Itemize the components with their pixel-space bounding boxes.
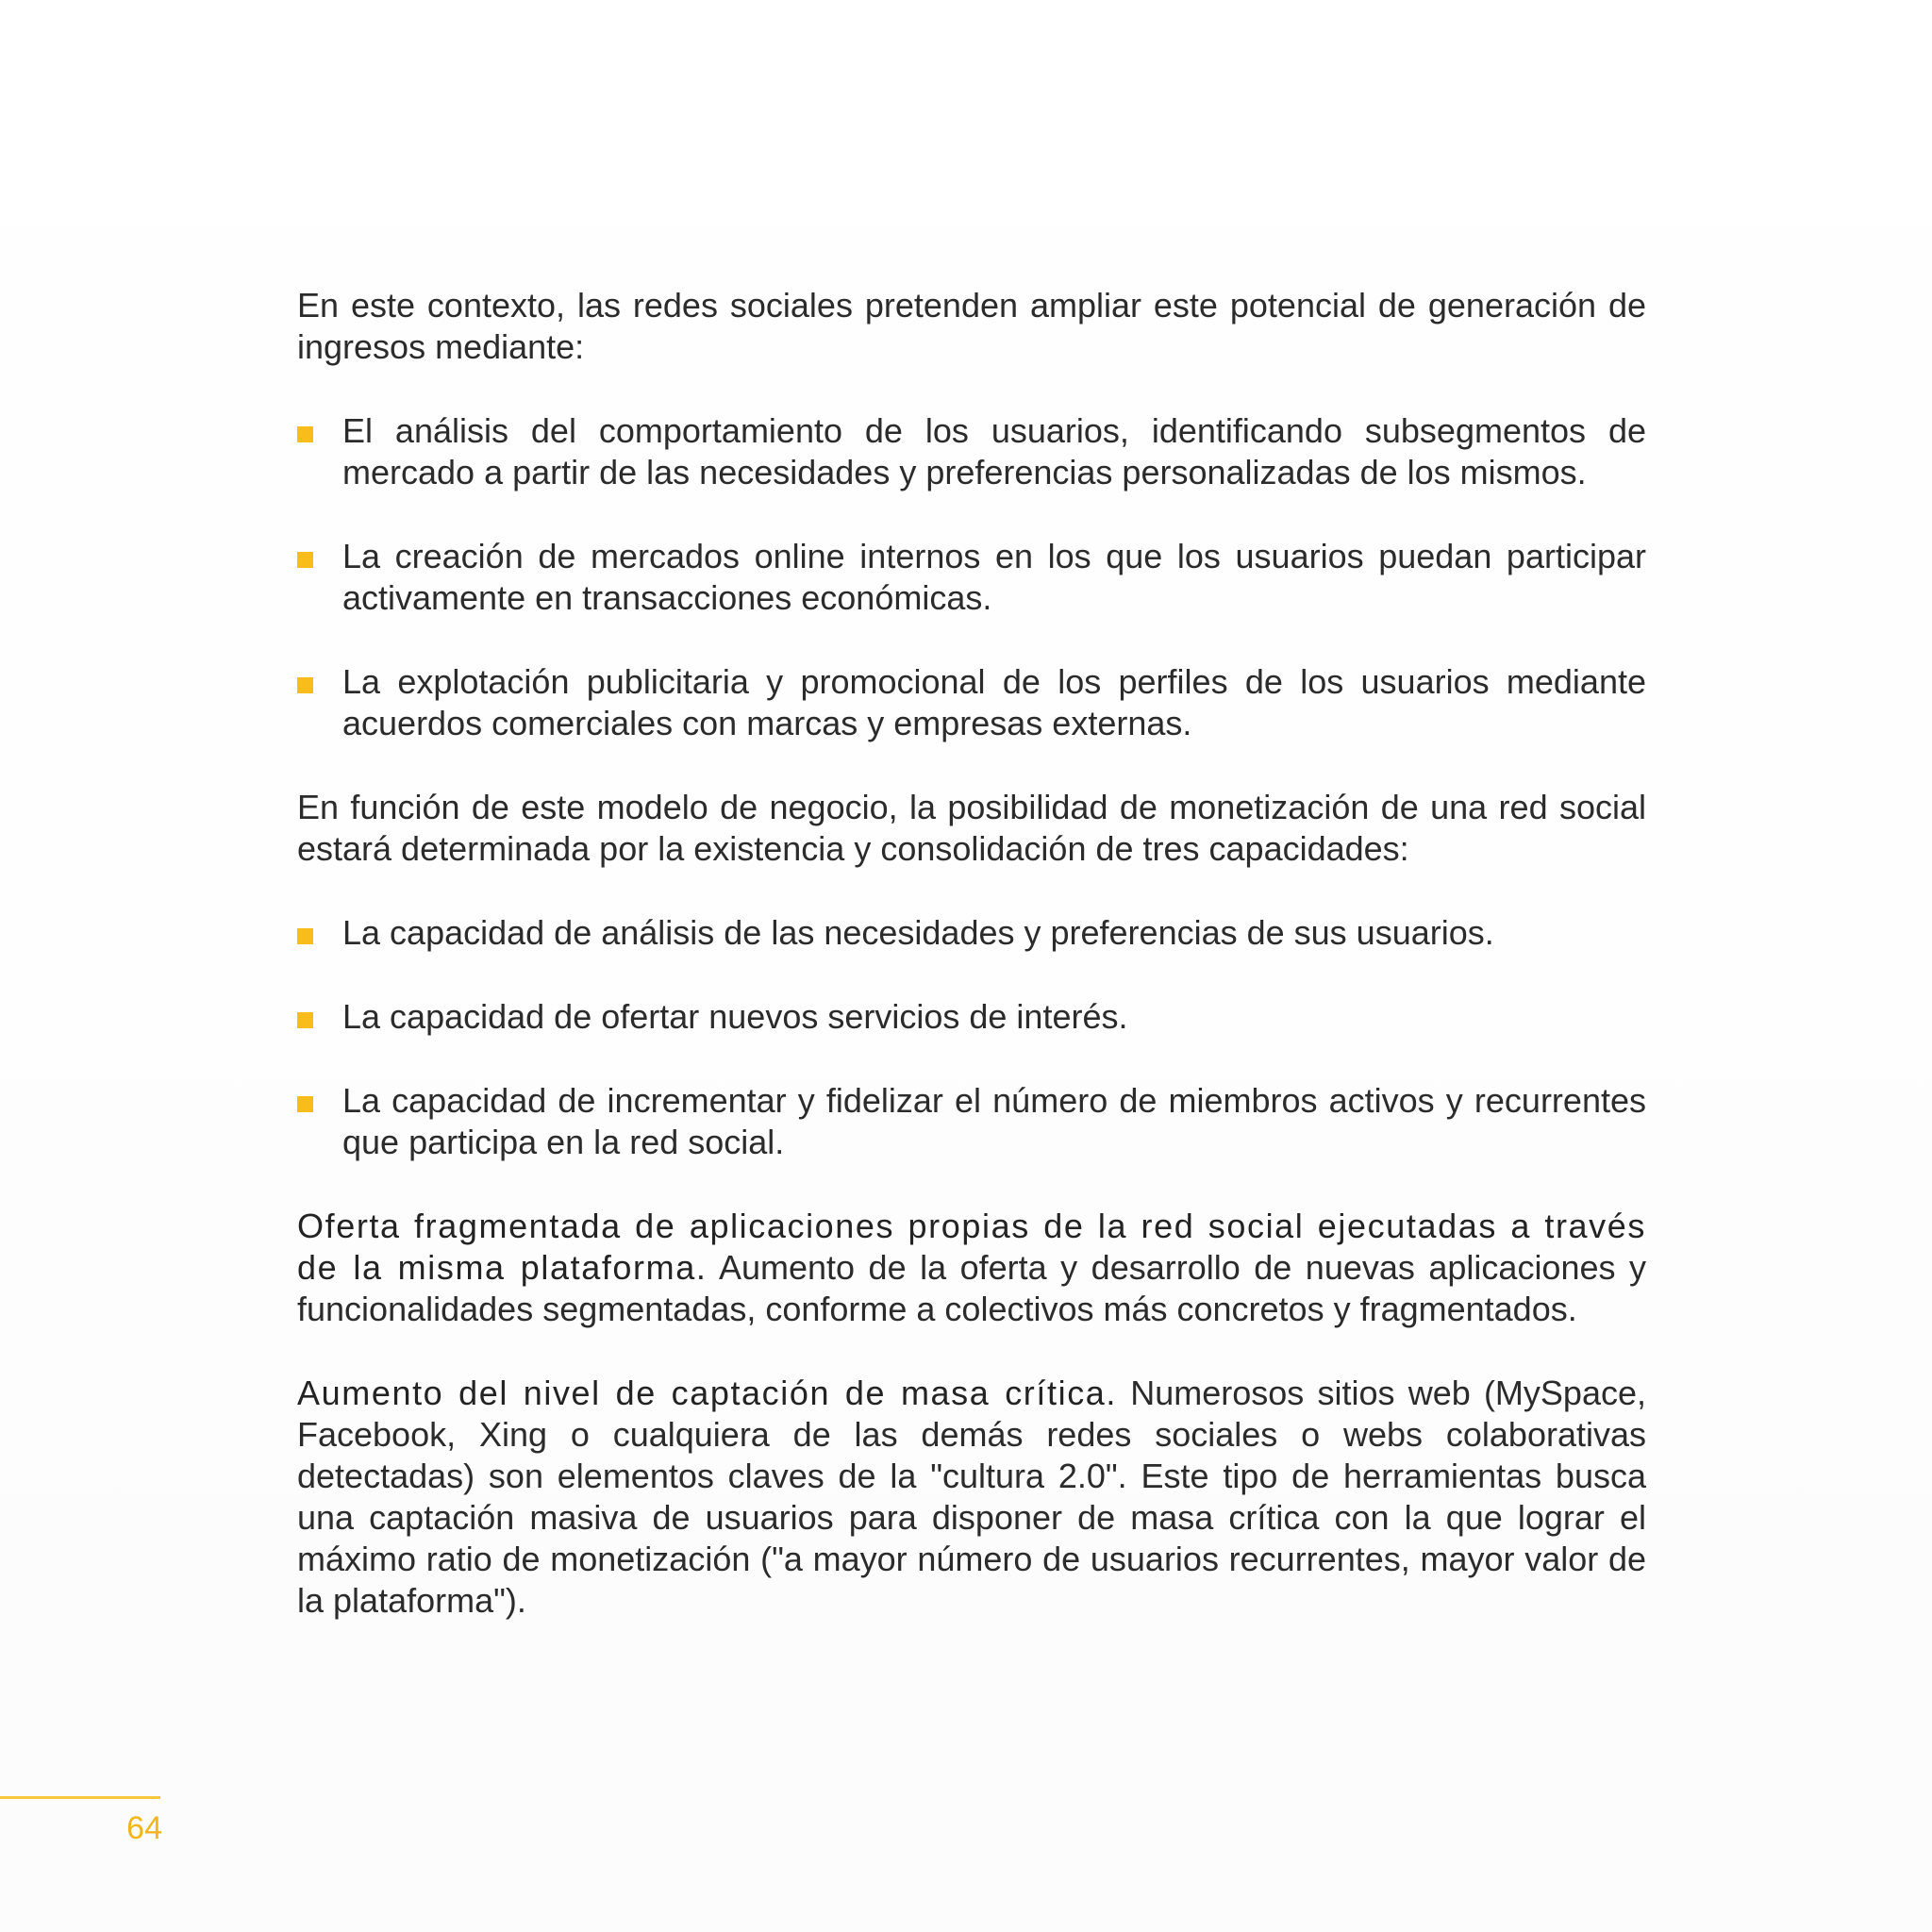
list-item-text: La creación de mercados online internos en los que los usuarios puedan participar activamente en transacciones económicas. <box>342 537 1646 617</box>
square-bullet-icon <box>297 1096 313 1112</box>
square-bullet-icon <box>297 552 313 568</box>
footer-accent-line <box>0 1796 160 1799</box>
intro-paragraph: En este contexto, las redes sociales pretenden ampliar este potencial de generación de ingresos mediante: <box>297 286 1646 366</box>
revenue-method-list <box>297 410 1646 744</box>
square-bullet-icon <box>297 677 313 693</box>
list-item-text: La capacidad de ofertar nuevos servicios de interés. <box>342 997 1128 1036</box>
square-bullet-icon <box>297 426 313 442</box>
section-lead: Oferta fragmentada de aplicaciones propias de la red social ejecutadas a través de la misma plataforma. <box>297 1207 1646 1287</box>
list-item-text: La capacidad de análisis de las necesidades y preferencias de sus usuarios. <box>342 913 1494 952</box>
list-item <box>297 996 1646 1038</box>
list-item <box>297 661 1646 744</box>
section-body: Aumento de la oferta y desarrollo de nuevas aplicaciones y funcionalidades segmentadas, conforme a colectivos más concretos y fragmentados. <box>297 1248 1647 1328</box>
list-item <box>297 536 1646 619</box>
critical-mass-section <box>297 1373 1646 1622</box>
fragmented-offer-section <box>297 1206 1646 1330</box>
list-item-text: El análisis del comportamiento de los usuarios, identificando subsegmentos de mercado a partir de las necesidades y preferencias personalizadas de los mismos. <box>342 411 1646 491</box>
square-bullet-icon <box>297 928 313 944</box>
section-body: Numerosos sitios web (MySpace, Facebook, Xing o cualquiera de las demás redes sociales o webs colaborativas detectadas) son elementos claves de la "cultura 2.0". Este tipo de herramientas busca una captación masiva de usuarios para disponer de masa crítica con la que lograr el máximo ratio de monetización ("a mayor número de usuarios recurrentes, mayor valor de la plataforma"). <box>297 1374 1646 1620</box>
list-item-text: La explotación publicitaria y promocional de los perfiles de los usuarios mediante acuerdos comerciales con marcas y empresas externas. <box>342 662 1646 742</box>
section-lead: Aumento del nivel de captación de masa crítica. <box>297 1374 1118 1412</box>
page-number: 64 <box>126 1810 162 1846</box>
list-item-text: La capacidad de incrementar y fidelizar el número de miembros activos y recurrentes que participa en la red social. <box>342 1081 1646 1161</box>
list-item <box>297 410 1646 493</box>
capabilities-list <box>297 912 1646 1163</box>
list-item <box>297 912 1646 954</box>
business-model-paragraph: En función de este modelo de negocio, la posibilidad de monetización de una red social estará determinada por la existencia y consolidación de tres capacidades: <box>297 788 1646 868</box>
list-item <box>297 1080 1646 1163</box>
square-bullet-icon <box>297 1012 313 1028</box>
main-content <box>297 285 1646 1622</box>
